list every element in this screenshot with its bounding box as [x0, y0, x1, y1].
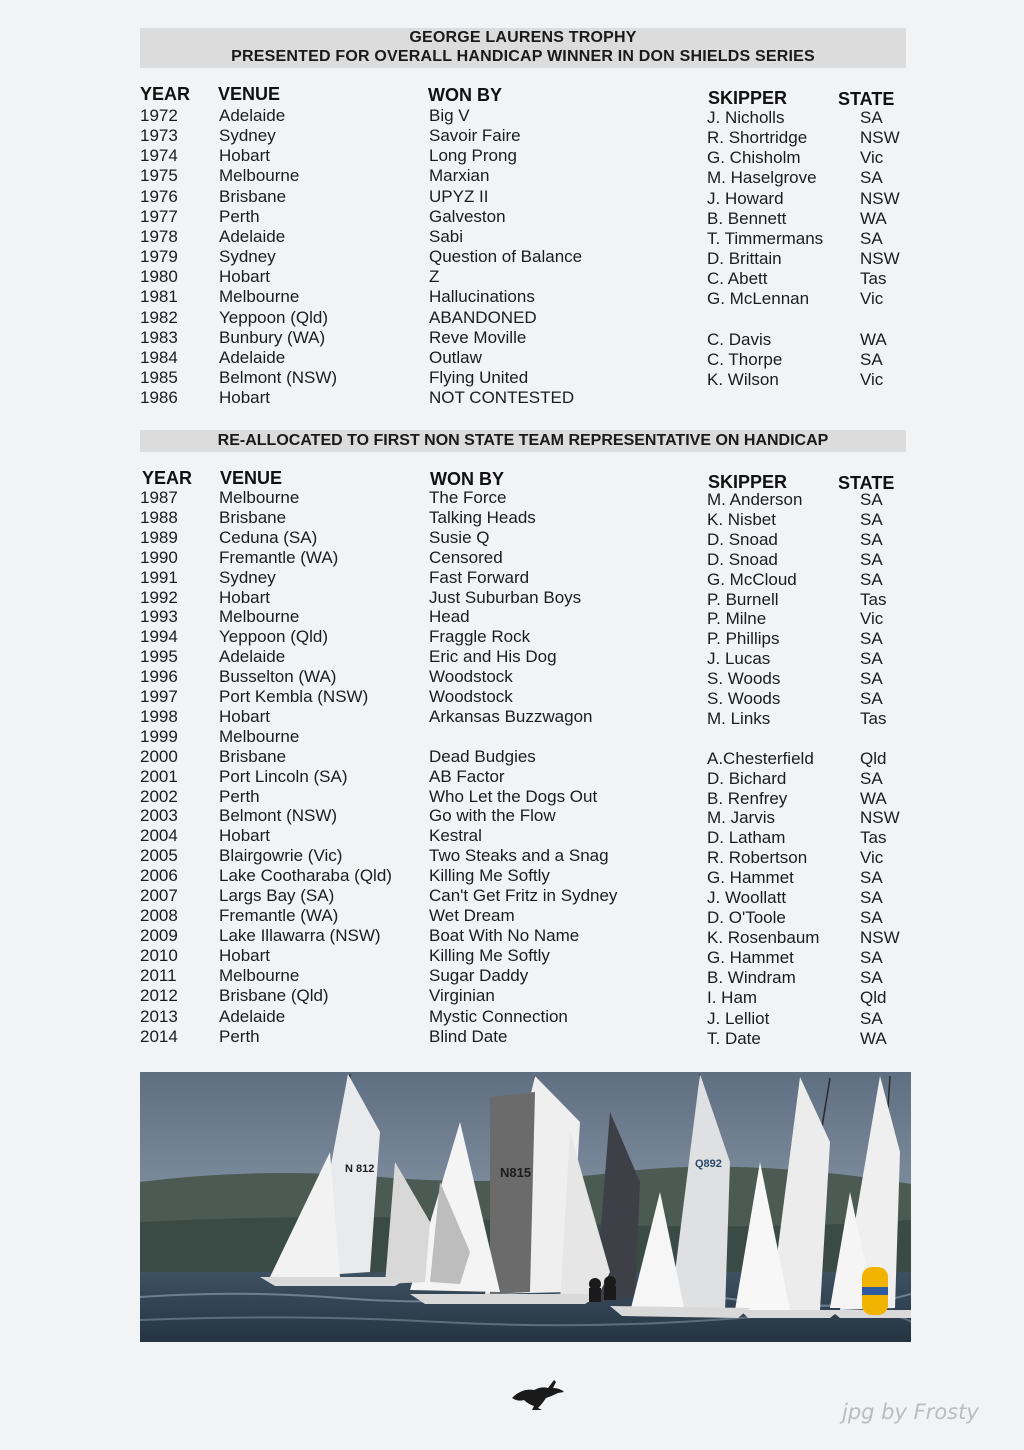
venue-cell: Brisbane: [219, 746, 287, 766]
table-row: [140, 126, 920, 146]
sail-number-n812: N 812: [345, 1163, 375, 1175]
winner-cell: Just Suburban Boys: [429, 587, 582, 607]
venue-cell: Sydney: [219, 126, 276, 146]
venue-cell: Hobart: [219, 945, 271, 965]
winner-cell: Boat With No Name: [429, 925, 580, 945]
venue-cell: Melbourne: [219, 965, 300, 985]
year-cell: 1994: [140, 627, 178, 647]
state-cell: WA: [860, 329, 887, 349]
winner-cell: UPYZ II: [429, 186, 489, 206]
skipper-cell: S. Woods: [707, 689, 781, 708]
state-cell: SA: [860, 907, 883, 927]
winner-cell: The Force: [429, 488, 507, 507]
table-row: [140, 826, 920, 846]
skipper-cell: B. Renfrey: [707, 788, 788, 808]
venue-cell: Perth: [219, 786, 260, 806]
venue-cell: Ceduna (SA): [219, 527, 318, 547]
year-cell: 1980: [140, 267, 178, 287]
winner-cell: Fast Forward: [429, 567, 530, 587]
skipper-cell: T. Timmermans: [707, 228, 824, 248]
table-row: [140, 368, 920, 388]
state-cell: SA: [860, 1009, 883, 1029]
table-row: [140, 568, 920, 588]
venue-cell: Melbourne: [219, 287, 300, 307]
venue-cell: Melbourne: [219, 488, 300, 507]
skipper-cell: R. Shortridge: [707, 128, 808, 148]
skipper-cell: M. Anderson: [707, 490, 803, 509]
venue-cell: Melbourne: [219, 166, 300, 186]
winner-cell: Sugar Daddy: [429, 965, 529, 985]
table-row: [140, 1007, 920, 1027]
skipper-cell: M. Links: [707, 708, 771, 728]
venue-cell: Fremantle (WA): [219, 905, 339, 925]
year-cell: 1999: [140, 726, 178, 746]
venue-cell: Belmont (NSW): [219, 367, 338, 387]
year-cell: 1997: [140, 687, 178, 706]
venue-cell: Melbourne: [219, 726, 300, 746]
skipper-cell: G. McCloud: [707, 569, 797, 589]
state-cell: Vic: [860, 848, 884, 868]
year-cell: 2005: [140, 846, 178, 866]
state-cell: SA: [860, 168, 883, 188]
winner-cell: Reve Moville: [429, 327, 527, 347]
winner-cell: Flying United: [429, 367, 529, 387]
winner-cell: Wet Dream: [429, 905, 515, 925]
venue-cell: Belmont (NSW): [219, 806, 338, 826]
state-cell: SA: [860, 947, 883, 967]
skipper-cell: C. Thorpe: [707, 349, 783, 369]
results-table-1987-2014: [140, 468, 920, 1058]
table-row: [140, 207, 920, 227]
winner-cell: Galveston: [429, 206, 506, 226]
venue-cell: Port Kembla (NSW): [219, 687, 369, 706]
year-cell: 1978: [140, 226, 178, 246]
venue-cell: Hobart: [219, 587, 271, 607]
year-cell: 1996: [140, 667, 178, 687]
state-cell: NSW: [860, 808, 900, 828]
venue-cell: Brisbane: [219, 507, 287, 527]
skipper-cell: D. Snoad: [707, 529, 778, 549]
winner-cell: NOT CONTESTED: [429, 388, 575, 408]
skipper-cell: I. Ham: [707, 987, 758, 1007]
skipper-cell: D. Snoad: [707, 549, 778, 569]
venue-cell: Yeppoon (Qld): [219, 627, 329, 647]
sail-number-n815: N815: [500, 1165, 532, 1180]
table-row: [140, 187, 920, 207]
table-row: [140, 388, 920, 408]
skipper-cell: M. Haselgrove: [707, 168, 817, 188]
skipper-cell: B. Windram: [707, 967, 796, 987]
year-cell: 2004: [140, 826, 178, 846]
winner-cell: Eric and His Dog: [429, 647, 557, 667]
skipper-cell: J. Nicholls: [707, 108, 785, 127]
venue-cell: Port Lincoln (SA): [219, 766, 348, 786]
year-cell: 2009: [140, 925, 178, 945]
table-row: [140, 906, 920, 926]
year-cell: 1984: [140, 347, 178, 367]
state-cell: Tas: [860, 589, 887, 609]
winner-cell: Killing Me Softly: [429, 945, 550, 965]
skipper-cell: D. O'Toole: [707, 907, 786, 927]
skipper-cell: R. Robertson: [707, 848, 808, 868]
venue-cell: Brisbane (Qld): [219, 985, 329, 1005]
header-skipper: SKIPPER: [708, 88, 788, 108]
winner-cell: Arkansas Buzzwagon: [429, 706, 593, 726]
state-cell: NSW: [860, 128, 900, 148]
winner-cell: Marxian: [429, 166, 490, 186]
state-cell: NSW: [860, 249, 900, 269]
table-row: [140, 647, 920, 667]
state-cell: Vic: [860, 289, 884, 309]
skipper-cell: S. Woods: [707, 669, 781, 689]
venue-cell: Bunbury (WA): [219, 327, 326, 347]
winner-cell: Long Prong: [429, 146, 517, 166]
winner-cell: Mystic Connection: [429, 1007, 568, 1027]
table-row: [140, 348, 920, 368]
table-row: [140, 508, 920, 528]
year-cell: 1995: [140, 647, 178, 667]
table-row: [140, 787, 920, 807]
state-cell: SA: [860, 549, 883, 569]
state-cell: NSW: [860, 188, 900, 208]
table-row: [140, 866, 920, 886]
skipper-cell: D. Brittain: [707, 249, 782, 269]
winner-cell: Kestral: [429, 826, 482, 846]
year-cell: 2001: [140, 766, 178, 786]
winner-cell: AB Factor: [429, 766, 505, 786]
table-row: [140, 986, 920, 1006]
venue-cell: Adelaide: [219, 647, 286, 667]
skipper-cell: D. Latham: [707, 828, 786, 848]
venue-cell: Busselton (WA): [219, 667, 337, 687]
sail-number-q892: Q892: [695, 1158, 722, 1170]
venue-cell: Hobart: [219, 146, 271, 166]
regatta-sailboats-image: [140, 1072, 911, 1342]
table-row: [140, 747, 920, 767]
state-cell: SA: [860, 689, 883, 708]
venue-cell: Sydney: [219, 247, 276, 267]
table-row: [140, 607, 920, 627]
table-row: [140, 767, 920, 787]
state-cell: Tas: [860, 708, 887, 728]
venue-cell: Adelaide: [219, 347, 286, 367]
skipper-cell: K. Nisbet: [707, 509, 776, 529]
state-cell: SA: [860, 490, 883, 509]
state-cell: Qld: [860, 987, 887, 1007]
table-row: [140, 946, 920, 966]
table-row: [140, 227, 920, 247]
table-row: [140, 707, 920, 727]
winner-cell: Outlaw: [429, 347, 482, 367]
table-row: [140, 488, 920, 508]
table-row: [140, 328, 920, 348]
year-cell: 2007: [140, 886, 178, 905]
header-state: STATE: [838, 473, 895, 493]
skipper-cell: T. Date: [707, 1029, 761, 1049]
winner-cell: Talking Heads: [429, 507, 536, 527]
table-row: [140, 548, 920, 568]
year-cell: 2006: [140, 866, 178, 886]
trophy-subtitle: PRESENTED FOR OVERALL HANDICAP WINNER IN DON SHIELDS SERIES: [231, 48, 815, 65]
state-cell: WA: [860, 1029, 887, 1049]
skipper-cell: D. Bichard: [707, 768, 787, 788]
skipper-cell: G. Chisholm: [707, 148, 801, 168]
results-table-1972-1986: [140, 84, 920, 414]
year-cell: 1991: [140, 567, 178, 587]
venue-cell: Hobart: [219, 706, 271, 726]
year-cell: 1981: [140, 287, 178, 307]
header-year: YEAR: [140, 84, 191, 104]
year-cell: 1976: [140, 186, 178, 206]
table-row: [140, 727, 920, 747]
skipper-cell: G. Hammet: [707, 947, 794, 967]
state-cell: SA: [860, 967, 883, 987]
skipper-cell: P. Phillips: [707, 629, 780, 649]
year-cell: 1990: [140, 547, 178, 567]
table-row: [140, 247, 920, 267]
photo-credit: jpg by Frosty: [842, 1400, 979, 1424]
winner-cell: Censored: [429, 547, 503, 567]
year-cell: 2011: [140, 965, 177, 985]
year-cell: 1977: [140, 206, 178, 226]
year-cell: 1986: [140, 388, 178, 408]
header-won-by: WON BY: [428, 85, 502, 105]
winner-cell: Go with the Flow: [429, 806, 556, 826]
year-cell: 1993: [140, 607, 178, 627]
sailing-photo: [140, 1072, 911, 1342]
year-cell: 2012: [140, 985, 178, 1005]
header-state: STATE: [838, 89, 895, 109]
venue-cell: Blairgowrie (Vic): [219, 846, 343, 866]
state-cell: SA: [860, 529, 883, 549]
header-skipper: SKIPPER: [708, 472, 788, 492]
table-row: [140, 886, 920, 906]
winner-cell: Woodstock: [429, 687, 513, 706]
venue-cell: Melbourne: [219, 607, 300, 627]
year-cell: 2000: [140, 746, 178, 766]
venue-cell: Fremantle (WA): [219, 547, 339, 567]
table-row: [140, 627, 920, 647]
skipper-cell: A.Chesterfield: [707, 748, 814, 768]
skipper-cell: K. Wilson: [707, 369, 779, 389]
reallocation-banner: RE-ALLOCATED TO FIRST NON STATE TEAM REPRESENTATIVE ON HANDICAP: [140, 430, 906, 452]
state-cell: WA: [860, 788, 887, 808]
table-row: [140, 667, 920, 687]
table-row: [140, 106, 920, 126]
year-cell: 1988: [140, 507, 178, 527]
year-cell: 1985: [140, 367, 178, 387]
skipper-cell: P. Burnell: [707, 589, 779, 609]
year-cell: 1989: [140, 527, 178, 547]
state-cell: SA: [860, 888, 883, 907]
winner-cell: Savoir Faire: [429, 126, 521, 146]
skipper-cell: K. Rosenbaum: [707, 927, 820, 947]
skipper-cell: J. Howard: [707, 188, 784, 208]
winner-cell: Virginian: [429, 985, 495, 1005]
year-cell: 2003: [140, 806, 178, 826]
skipper-cell: P. Milne: [707, 609, 767, 629]
year-cell: 1992: [140, 587, 178, 607]
winner-cell: Big V: [429, 106, 470, 125]
skipper-cell: J. Lelliot: [707, 1009, 770, 1029]
year-cell: 2002: [140, 786, 178, 806]
venue-cell: Perth: [219, 206, 260, 226]
venue-cell: Hobart: [219, 826, 271, 846]
state-cell: SA: [860, 108, 883, 127]
state-cell: SA: [860, 768, 883, 788]
winner-cell: Can't Get Fritz in Sydney: [429, 886, 618, 905]
header-year: YEAR: [142, 468, 193, 488]
table-row: [140, 687, 920, 707]
state-cell: SA: [860, 509, 883, 529]
table-row: [140, 1027, 920, 1047]
skipper-cell: C. Abett: [707, 269, 768, 289]
header-won-by: WON BY: [430, 469, 504, 489]
year-cell: 1972: [140, 106, 178, 125]
state-cell: Qld: [860, 748, 887, 768]
state-cell: Vic: [860, 369, 884, 389]
skipper-cell: B. Bennett: [707, 208, 787, 228]
venue-cell: Largs Bay (SA): [219, 886, 335, 905]
state-cell: Tas: [860, 269, 887, 289]
winner-cell: Z: [429, 267, 440, 287]
state-cell: SA: [860, 228, 883, 248]
venue-cell: Yeppoon (Qld): [219, 307, 329, 327]
table-row: [140, 308, 920, 328]
venue-cell: Lake Cootharaba (Qld): [219, 866, 392, 886]
venue-cell: Brisbane: [219, 186, 287, 206]
kangaroo-logo-icon: [508, 1376, 566, 1417]
table-row: [140, 588, 920, 608]
winner-cell: Question of Balance: [429, 247, 583, 267]
winner-cell: ABANDONED: [429, 307, 537, 327]
venue-cell: Perth: [219, 1027, 260, 1047]
venue-cell: Hobart: [219, 388, 271, 408]
table-row: [140, 846, 920, 866]
skipper-cell: J. Lucas: [707, 649, 771, 669]
state-cell: WA: [860, 208, 887, 228]
state-cell: SA: [860, 868, 883, 888]
table-row: [140, 966, 920, 986]
table-row: [140, 146, 920, 166]
year-cell: 1987: [140, 488, 178, 507]
state-cell: Vic: [860, 609, 884, 629]
skipper-cell: C. Davis: [707, 329, 772, 349]
skipper-cell: G. Hammet: [707, 868, 794, 888]
year-cell: 1998: [140, 706, 178, 726]
state-cell: Vic: [860, 148, 884, 168]
table-row: [140, 528, 920, 548]
winner-cell: Hallucinations: [429, 287, 535, 307]
year-cell: 2014: [140, 1027, 178, 1047]
winner-cell: Dead Budgies: [429, 746, 536, 766]
venue-cell: Adelaide: [219, 1007, 286, 1027]
header-venue: VENUE: [220, 468, 283, 488]
year-cell: 1975: [140, 166, 178, 186]
state-cell: SA: [860, 649, 883, 669]
winner-cell: Two Steaks and a Snag: [429, 846, 609, 866]
year-cell: 1982: [140, 307, 178, 327]
skipper-cell: M. Jarvis: [707, 808, 775, 828]
venue-cell: Hobart: [219, 267, 271, 287]
state-cell: SA: [860, 669, 883, 689]
year-cell: 1974: [140, 146, 178, 166]
table-row: [140, 166, 920, 186]
year-cell: 1973: [140, 126, 178, 146]
table-row: [140, 806, 920, 826]
trophy-title-banner: [140, 28, 906, 68]
winner-cell: Woodstock: [429, 667, 513, 687]
state-cell: SA: [860, 349, 883, 369]
winner-cell: Killing Me Softly: [429, 866, 550, 886]
winner-cell: Sabi: [429, 226, 464, 246]
year-cell: 1979: [140, 247, 178, 267]
header-venue: VENUE: [218, 84, 281, 104]
winner-cell: Blind Date: [429, 1027, 508, 1047]
year-cell: 1983: [140, 327, 178, 347]
skipper-cell: G. McLennan: [707, 289, 810, 309]
year-cell: 2013: [140, 1007, 178, 1027]
venue-cell: Adelaide: [219, 106, 286, 125]
table-row: [140, 267, 920, 287]
year-cell: 2010: [140, 945, 178, 965]
winner-cell: Fraggle Rock: [429, 627, 531, 647]
venue-cell: Sydney: [219, 567, 276, 587]
trophy-title: GEORGE LAURENS TROPHY: [409, 29, 637, 46]
venue-cell: Lake Illawarra (NSW): [219, 925, 381, 945]
winner-cell: Head: [429, 607, 470, 627]
winner-cell: Susie Q: [429, 527, 490, 547]
state-cell: SA: [860, 629, 883, 649]
venue-cell: Adelaide: [219, 226, 286, 246]
table-row: [140, 287, 920, 307]
year-cell: 2008: [140, 905, 178, 925]
table-row: [140, 926, 920, 946]
state-cell: SA: [860, 569, 883, 589]
winner-cell: Who Let the Dogs Out: [429, 786, 598, 806]
state-cell: Tas: [860, 828, 887, 848]
state-cell: NSW: [860, 927, 900, 947]
skipper-cell: J. Woollatt: [707, 888, 787, 907]
